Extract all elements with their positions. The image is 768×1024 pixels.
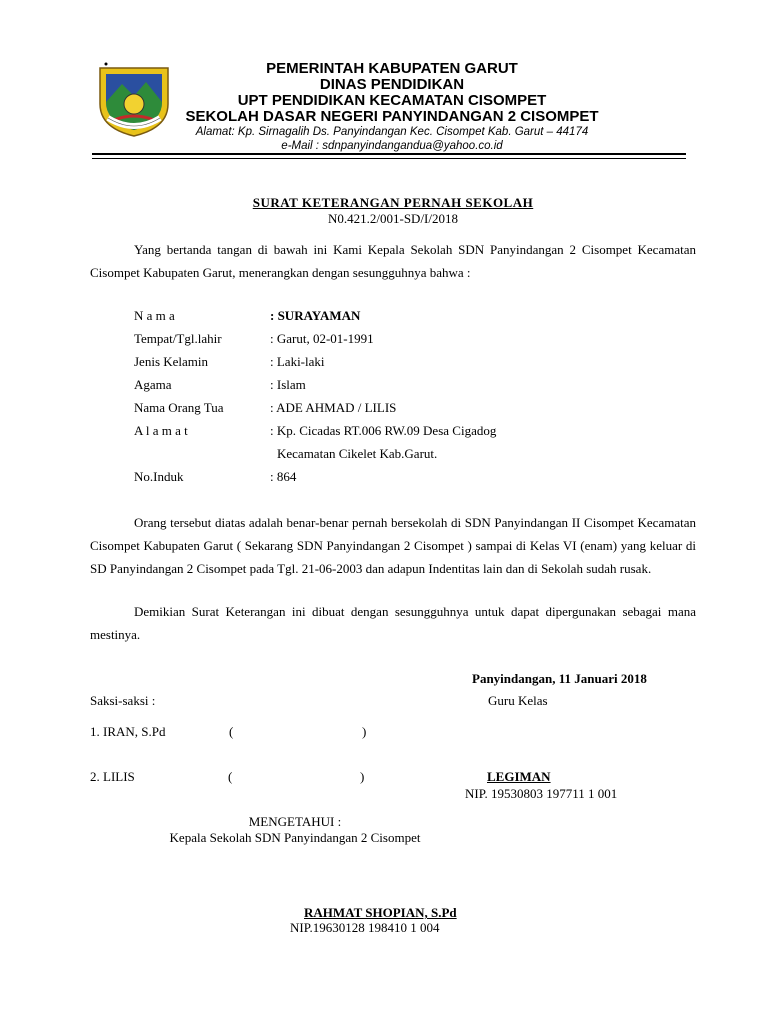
field-value-name: : SURAYAMAN [270,308,361,323]
document-title: SURAT KETERANGAN PERNAH SEKOLAH [252,195,534,210]
field-label-parents: Nama Orang Tua [134,400,224,415]
intro-paragraph: Yang bertanda tangan di bawah ini Kami Kepala Sekolah SDN Panyindangan 2 Cisompet Kecamatan Cisompet Kabupaten Garut, menerangkan dengan sesungguhnya bahwa : [90,242,696,280]
field-label-gender: Jenis Kelamin [134,354,209,369]
acknowledged-role: Kepala Sekolah SDN Panyindangan 2 Cisompet [169,830,421,845]
field-value-parents: : ADE AHMAD / LILIS [270,400,397,415]
place-date: Panyindangan, 11 Januari 2018 [472,671,647,686]
field-label-religion: Agama [134,377,172,392]
body-paragraph: Orang tersebut diatas adalah benar-benar pernah bersekolah di SDN Panyindangan II Cisompet Kecamatan Cisompet Kabupaten Garut ( Sekarang SDN Panyindangan 2 Cisompet ) sampai di Kelas VI (enam) yang keluar di SD Panyindangan 2 Cisompet pada Tgl. 21-06-2003 dan adapun Indentitas lain dan di Sekolah sudah rusak. [90,515,696,576]
letterhead-email: e-Mail : sdnpanyindangandua@yahoo.co.id [281,140,503,152]
field-value-address-line2: Kecamatan Cikelet Kab.Garut. [277,446,438,461]
letterhead-unit: UPT PENDIDIKAN KECAMATAN CISOMPET [237,92,547,109]
field-value-birth: : Garut, 02-01-1991 [270,331,374,346]
field-label-name: N a m a [134,308,175,323]
letterhead-school: SEKOLAH DASAR NEGERI PANYINDANGAN 2 CISOMPET [185,108,599,125]
witness-2-name: 2. LILIS [90,769,135,784]
field-label-birth: Tempat/Tgl.lahir [134,331,222,346]
document-number: N0.421.2/001-SD/I/2018 [328,211,458,226]
witness-1-name: 1. IRAN, S.Pd [90,724,166,739]
letterhead-text [150,61,634,153]
letterhead-divider-thin [92,158,686,159]
letterhead-divider-thick [92,153,686,155]
teacher-nip: NIP. 19530803 197711 1 001 [465,786,618,801]
principal-nip: NIP.19630128 198410 1 004 [290,920,440,935]
field-value-religion: : Islam [270,377,306,392]
teacher-role: Guru Kelas [488,693,548,708]
field-label-student-number: No.Induk [134,469,184,484]
field-value-gender: : Laki-laki [270,354,325,369]
acknowledged-container [90,814,696,846]
letterhead-address: Alamat: Kp. Sirnagalih Ds. Panyindangan Kec. Cisompet Kab. Garut – 44174 [195,126,589,138]
acknowledged-label: MENGETAHUI : [248,814,342,829]
witness-2-signature-close: ) [360,769,365,784]
letterhead-agency: DINAS PENDIDIKAN [319,76,465,93]
field-value-address: : Kp. Cicadas RT.006 RW.09 Desa Cigadog [270,423,497,438]
principal-name: RAHMAT SHOPIAN, S.Pd [304,905,457,920]
witness-1-signature-open: ( [229,724,234,739]
field-label-address: A l a m a t [134,423,188,438]
letterhead-government: PEMERINTAH KABUPATEN GARUT [266,60,518,77]
witness-2-signature-open: ( [228,769,233,784]
closing-paragraph: Demikian Surat Keterangan ini dibuat dengan sesungguhnya untuk dapat dipergunakan sebagai mana mestinya. [90,604,696,642]
witnesses-label: Saksi-saksi : [90,693,156,708]
field-value-student-number: : 864 [270,469,297,484]
witness-1-signature-close: ) [362,724,367,739]
teacher-name: LEGIMAN [487,769,551,784]
